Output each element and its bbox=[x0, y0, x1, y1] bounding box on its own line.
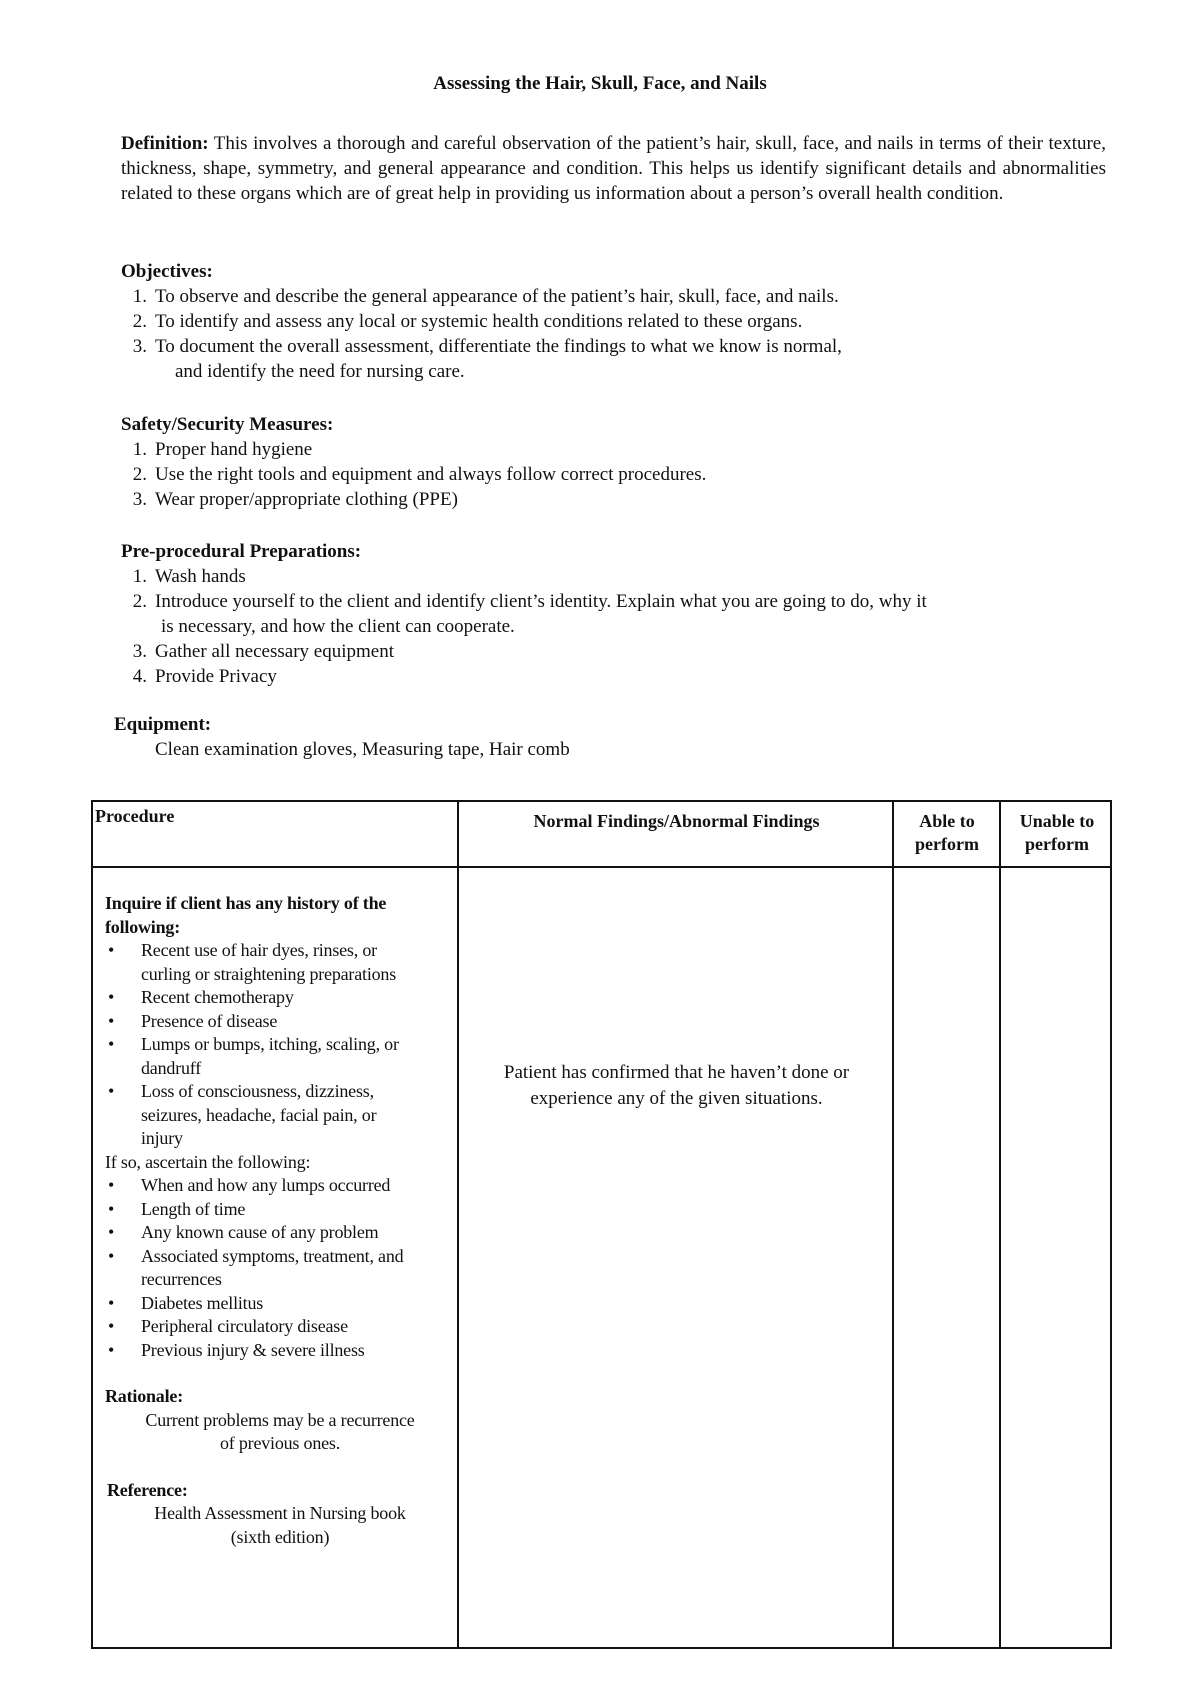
rationale-label: Rationale: bbox=[105, 1386, 183, 1406]
bullet-icon: • bbox=[107, 940, 115, 960]
list-item bbox=[121, 564, 1106, 589]
objectives-section bbox=[121, 259, 1106, 384]
list-item bbox=[105, 1174, 455, 1198]
inquire-heading-line: following: bbox=[105, 916, 181, 937]
inquire-heading bbox=[105, 892, 455, 939]
list-number: 3. bbox=[132, 641, 147, 662]
definition-paragraph bbox=[121, 131, 1106, 206]
list-number: 2. bbox=[132, 311, 147, 332]
list-number: 3. bbox=[132, 336, 147, 357]
header-unable-line: Unable to bbox=[1019, 811, 1095, 831]
list-item bbox=[105, 1315, 455, 1339]
list-item bbox=[121, 334, 1106, 384]
list-text: Previous injury & severe illness bbox=[141, 1339, 365, 1360]
pre-procedural-list bbox=[121, 564, 1106, 689]
definition-label: Definition: bbox=[121, 133, 209, 154]
objectives-list bbox=[121, 284, 1106, 384]
bullet-icon: • bbox=[107, 1339, 115, 1360]
list-text: To identify and assess any local or systemic health conditions related to these organs. bbox=[155, 311, 803, 332]
table-column-divider bbox=[457, 802, 459, 1647]
safety-section bbox=[121, 412, 1106, 512]
history-list bbox=[105, 939, 455, 1151]
findings-line: experience any of the given situations. bbox=[530, 1088, 823, 1109]
bullet-icon: • bbox=[107, 1292, 115, 1313]
list-item bbox=[121, 284, 1106, 309]
list-text: Provide Privacy bbox=[155, 666, 277, 687]
list-item bbox=[105, 1339, 455, 1363]
list-item bbox=[121, 639, 1106, 664]
list-text: Peripheral circulatory disease bbox=[141, 1316, 348, 1336]
reference-label: Reference: bbox=[107, 1479, 188, 1500]
list-text: Associated symptoms, treatment, and bbox=[141, 1245, 404, 1266]
bullet-icon: • bbox=[107, 1198, 115, 1219]
table-column-divider bbox=[892, 802, 894, 1647]
header-unable-to-perform bbox=[1002, 810, 1112, 856]
header-unable-line: perform bbox=[1025, 834, 1089, 854]
header-findings: Normal Findings/Abnormal Findings bbox=[533, 811, 820, 831]
safety-title: Safety/Security Measures: bbox=[121, 414, 334, 435]
list-item bbox=[105, 1033, 455, 1080]
list-item bbox=[121, 487, 1106, 512]
list-text: Wear proper/appropriate clothing (PPE) bbox=[155, 489, 458, 510]
ascertain-text: If so, ascertain the following: bbox=[105, 1151, 311, 1172]
bullet-icon: • bbox=[107, 1175, 115, 1195]
pre-procedural-section bbox=[121, 539, 1106, 689]
list-number: 2. bbox=[132, 591, 147, 612]
bullet-icon: • bbox=[107, 1222, 115, 1242]
list-text: To observe and describe the general appearance of the patient’s hair, skull, face, and nails. bbox=[155, 286, 839, 307]
procedure-cell bbox=[105, 892, 455, 1549]
equipment-text: Clean examination gloves, Measuring tape, Hair comb bbox=[155, 739, 570, 760]
table-column-divider bbox=[999, 802, 1001, 1647]
bullet-icon: • bbox=[107, 1316, 115, 1336]
bullet-icon: • bbox=[107, 1081, 115, 1101]
pre-procedural-title: Pre-procedural Preparations: bbox=[121, 541, 362, 562]
header-procedure: Procedure bbox=[95, 806, 175, 826]
list-text: Wash hands bbox=[155, 566, 246, 587]
list-text: When and how any lumps occurred bbox=[141, 1175, 391, 1195]
header-able-line: perform bbox=[915, 834, 979, 854]
list-text: Loss of consciousness, dizziness, bbox=[141, 1081, 374, 1101]
list-item bbox=[105, 1198, 455, 1222]
table-header-divider bbox=[93, 866, 1110, 868]
bullet-icon: • bbox=[107, 1010, 115, 1031]
list-text: seizures, headache, facial pain, or bbox=[141, 1104, 377, 1125]
list-item bbox=[105, 939, 455, 986]
list-text: Presence of disease bbox=[141, 1010, 278, 1031]
rationale-line: of previous ones. bbox=[219, 1433, 341, 1453]
bullet-icon: • bbox=[107, 987, 115, 1007]
list-number: 2. bbox=[132, 464, 147, 485]
list-text: Diabetes mellitus bbox=[141, 1292, 264, 1313]
rationale-text bbox=[105, 1409, 455, 1456]
objectives-title: Objectives: bbox=[121, 261, 213, 282]
header-able-line: Able to bbox=[919, 811, 975, 831]
list-text: Use the right tools and equipment and always follow correct procedures. bbox=[155, 464, 707, 485]
list-item bbox=[121, 309, 1106, 334]
list-number: 1. bbox=[132, 286, 147, 307]
list-text: Proper hand hygiene bbox=[155, 439, 313, 460]
list-number: 4. bbox=[132, 666, 147, 687]
list-text: Introduce yourself to the client and identify client’s identity. Explain what you are going to do, why it bbox=[155, 591, 927, 612]
list-text: Lumps or bumps, itching, scaling, or bbox=[141, 1034, 399, 1054]
list-text: injury bbox=[141, 1128, 183, 1148]
list-text: To document the overall assessment, differentiate the findings to what we know is normal, bbox=[155, 336, 842, 357]
reference-line: Health Assessment in Nursing book bbox=[154, 1503, 406, 1523]
list-number: 1. bbox=[132, 439, 147, 460]
bullet-icon: • bbox=[107, 1034, 115, 1054]
list-item bbox=[105, 1080, 455, 1151]
rationale-line: Current problems may be a recurrence bbox=[145, 1409, 415, 1430]
list-item bbox=[121, 589, 1106, 639]
header-able-to-perform bbox=[894, 810, 1000, 856]
list-item bbox=[105, 1221, 455, 1245]
list-text: curling or straightening preparations bbox=[141, 963, 397, 984]
list-item bbox=[105, 1245, 455, 1292]
list-text: dandruff bbox=[141, 1057, 202, 1078]
safety-list bbox=[121, 437, 1106, 512]
page-title: Assessing the Hair, Skull, Face, and Nails bbox=[433, 73, 767, 94]
list-number: 3. bbox=[132, 489, 147, 510]
list-text: Recent chemotherapy bbox=[141, 987, 294, 1007]
findings-line: Patient has confirmed that he haven’t done or bbox=[503, 1062, 850, 1083]
list-item bbox=[105, 986, 455, 1010]
list-item bbox=[121, 437, 1106, 462]
list-text-continued: is necessary, and how the client can cooperate. bbox=[161, 616, 515, 637]
reference-text bbox=[105, 1502, 455, 1549]
list-text: Gather all necessary equipment bbox=[155, 641, 394, 662]
reference-line: (sixth edition) bbox=[230, 1526, 330, 1547]
equipment-title: Equipment: bbox=[114, 714, 212, 735]
findings-cell bbox=[459, 1060, 894, 1112]
inquire-heading-line: Inquire if client has any history of the bbox=[105, 893, 387, 913]
list-text: Recent use of hair dyes, rinses, or bbox=[141, 940, 377, 960]
spacer bbox=[105, 1362, 455, 1385]
bullet-icon: • bbox=[107, 1245, 115, 1266]
list-item bbox=[121, 664, 1106, 689]
list-text: Length of time bbox=[141, 1198, 246, 1219]
list-number: 1. bbox=[132, 566, 147, 587]
list-item bbox=[121, 462, 1106, 487]
details-list bbox=[105, 1174, 455, 1362]
list-item bbox=[105, 1292, 455, 1316]
procedure-table bbox=[91, 800, 1112, 1649]
definition-text: This involves a thorough and careful observation of the patient’s hair, skull, face, and nails in terms of their texture, thickness, shape, symmetry, and general appearance and condition. This helps us identify significant details and abnormalities related to these organs which are of great help in providing us information about a person’s overall health condition. bbox=[121, 133, 1106, 204]
list-text: Any known cause of any problem bbox=[141, 1222, 379, 1242]
list-text-continued: and identify the need for nursing care. bbox=[175, 361, 465, 382]
list-text: recurrences bbox=[141, 1269, 222, 1289]
spacer bbox=[105, 1456, 455, 1479]
list-item bbox=[105, 1010, 455, 1034]
